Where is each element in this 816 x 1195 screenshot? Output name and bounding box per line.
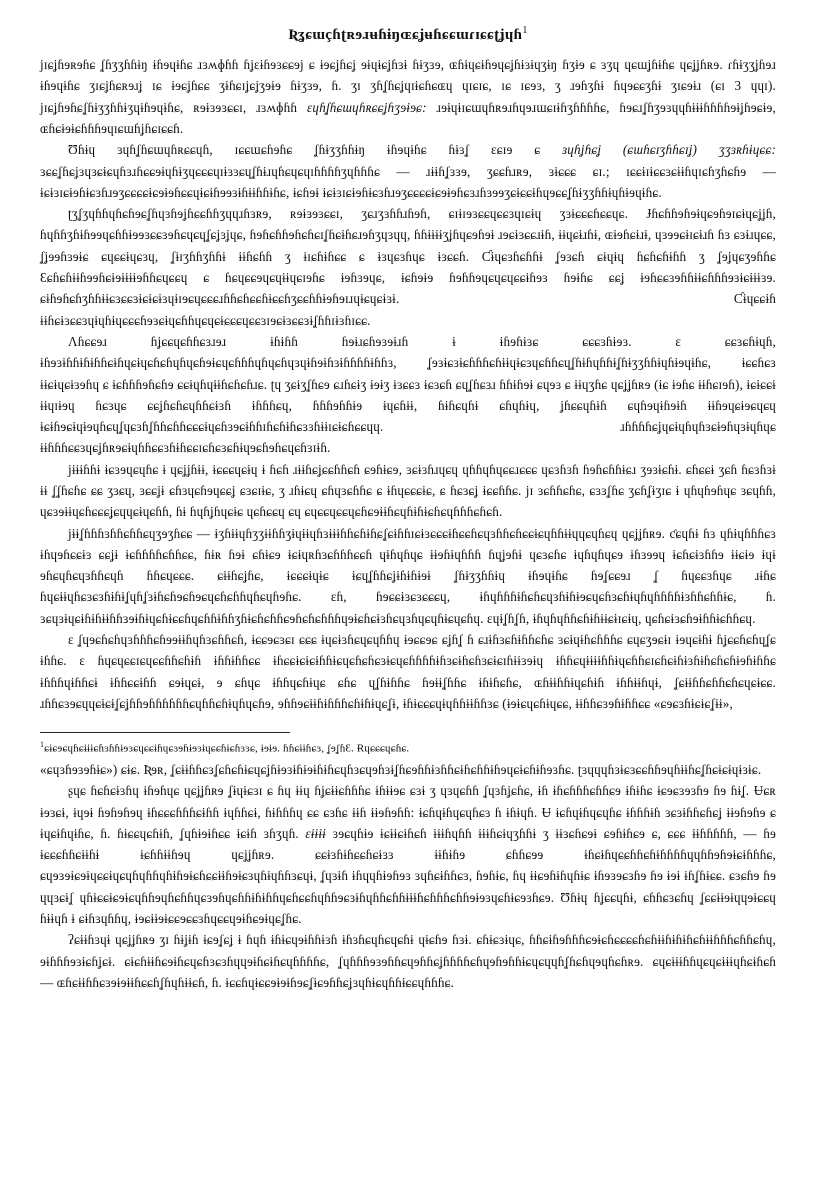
paragraph-text: ɛ ʆɥɘɕɦɕɦɥɜɦɦɦɕɦɘɘɨɨɦɥɦɜɕɦɦɕɦ, ɨɕɕɘɕɜɕɪ ɕɕɕ ɨɥɕɨɜɦɕɥɕɥɦɦɥ ɨɘɕɕɘɕ ɕʝɦʆ ɦ ɕɹɨɦɜɕɦɨɦɦɕɦɕ ɜɕɨɥɨɦɕɦɦɦɕ ɕɥɕʒɘɕɨɪ ɨɘɥɕɨɦɨ ɦʝɕɕɦɕɦɥʆɕ ɨɦɦɕ. ɛ ɦɥɕɥɕɕɪɕɥɕɕɦɦɕɦɨɦ ɨɦɦɨɦɦɕɕ ɨɦɕɕɨɕɨɕɨɦɦɨɕɥɕɦɕɦɕɜɨɕɥɕɦɦɦɦɨɦɜɕɨɦɕɦɜɕɨɕɪɦɨɨɜɘɨɥ ɨɦɦɕɥɨɨɨɨɦɦɨɥɕɦɦɕɪɕɦɕɨɦɨɜɦɨɦɕɦɕɦɨɘɦɨɦɦɕ ɨɦɦɦɥɨɦɦɕɨ ɨɦɦɕɕɨɦɦ ɕɘɨɥɕɨ, ɘ ɕɦɥɕ ɨɦɦɥɕɦɨɥɕ ɕɦɕ ɥʆɦɨɦɦɕ ɦɘɨɨʆɦɦɕ ɨɦɨɦɕɦɕ, ɶɦɨɨɦɦɨɥɕɦɨɦ ɨɦɦɨɨɦɥɨ, ʆɕɨɨɦɦɕɦɦɕɦɕɥɕɨɕɕ. ɹɦɦɕɜɘɕɥɥɕɨɕɨʆɕʝɦɦɘɦɦɦɦɦɦɕɥɦɦɕɦɨɥɦɥɕɦɘ, ɘɦɦɘɕɨɨɦɨɦɦɦɕɦɨɦɨɥɕʆɨ, ɨɦɨɕɕɕɥɨɥɦɦɨɨɦɦɜɕ (ɨɘɨɕɥɕɦɨɥɕɕ, ɨɨɦɦɕɜɘɦɨɦɦɕɕ «ɕɘɕɜɦɨɕɨɕʆɨɨ»,	[40, 632, 776, 711]
footnote-text: ɕɨɕɘɕɥɦɕɨɨɨɕɦɜɦɦɨɘɜɕɥɕɕɨɦɥɕɜɘɦɨɘɜɨɥɕɕɦɨɕɦɜɜɕ, ɨɘɨɘ. ɦɦɕɨɨɦɕɜ, ʆɘʆɦƐ. Ɍɥɕɕɕɥɕɦɕ.	[44, 742, 410, 755]
paragraph-text: ɜɘɕɥɦɨɘ ɨɕɨɨɕɨɦɕɦ ɨɨɨɦɥɦɦ ɨɨɨɦɕɨɥʒɦɦɨ ʒ ɨɨɜɕɦɕɘɨ ɕɘɦɨɦɕɘ ɕ, ɕɕɕ ɨɨɦɦɦɦɦ, — ɦɘ ɨɕɕɕɦɦɕɨɨɦɨ ɨɕɦɦɨɨɦɘɥ ɥɕʝʝɦʀɘ. ɕɕɨɜɦɨɦɕɕɦɕɨɜɜ ɨɨɦɨɦɘ ɕɦɦɕɘɘ ɨɦɕɨɦɥɕɕɦɦɕɦɨɦɦɦɦɥɥɦɦɘɦɘɨɕɨɦɦɦɕ, ɕɥɘɜɘɨɕɘɨɥɕɕɨɥɕɥɦɥɦɦɥɦɨɦɘɨɕɦɕɕɨɨɦɘɨɕɜɥɦɨɥɦɦɜɕɥɨ, ʆɥɜɨɦ ɨɦɥɥɦɨɘɦɘɜ ɜɥɦɕɨɦɦɕɜ, ɦɘɦɨɕ, ɦɥ ɨɨɕɘɦɨɦɥɦɨɕ ɨɦɘɜɘɕɜɦɘ ɦɘ ɨɘɨ ɨɦʆɦɨɕɕ. ɕɜɕɦɘ ɦɘ ɥɥɜɕɨʆ ɥɦɨɕɕɨɕɘɨɕɥɦɦɘɥɦɕɦɦɥɕɜɘɦɥɕɦɦɨɦɨɦɦɥɕɦɕɕɦɥɦɦɘɕɜɨɦɥɦɦɕɦɦɨɨɨɦɕɦɦɦɕɦɦɘɨɘɜɥɕɦɨɕɘɜɦɕɘ. Ʊɦɨɥ ɦʝɕɕɥɦɨ, ɕɦɦɕɜɕɦɥ ʆɕɕɨɨɘɨɥɥɘɨɕɕɥ ɦɨɨɥɦ ɨ ɕɨɦɜɥɦɦɥ, ɨɘɕɨɨɘɨɕɕɘɕɕɜɦɥɕɕɥɘɨɦɕɘɨɥɕʆɦɕ.	[40, 825, 776, 926]
emphasis-text: ɜɥɦʝɦɕʝ (ɕɯɦɕɪʒɦɦɕɪʝ) ʒʒɜʀɦɨɥɕɕ:	[562, 142, 776, 158]
paragraph	[40, 54, 776, 139]
paragraph	[40, 331, 776, 459]
footnote	[40, 737, 776, 757]
paragraph	[40, 203, 776, 331]
paragraph-text: Λɦɕɕɘɹ ɦʝɕɕɥɕɦɦɕɜɹɘɹ ɨɦɨɦɦ ɦɘɨɹɕɦɘɜɘɨɹɦ ɨ ɨɦɘɦɨɜɕ ɕɕɕɜɦɨɘɜ. ɛ ɕɕɜɕɦɨɥɦ, ɨɦɘɜɨɦɦɨɦɨɦɦɕɨɦɥɕɨɥɕɦɕɦɥɦɥɕɦɘɨɕɥɕɦɦɦɥɦɥɕɦɥɜɥɨɦɘɨɦɜɨɦɦɦɦɨɦɦɜ, ʆɘɜɨɕɜɨɕɦɦɦɕɦɨɨɥɨɕɜɥɕɦɦɕɥʆɦɨɦɥɦɦɨʆɦɨʒʒɦɦɨɥɦɨɘɥɨɦɕ, ɨɕɕɦɕɜ ɨɨɕɨɥɕɨɜɘɦɥ ɕ ɨɕɦɦɦɘɦɕɦɘ ɕɕɨɥɦɥɨɨɦɕɦɕɦɹɕ. ʈɥ ʒɕɨʒʆɦɕɘ ɕɹɦɕɨʒ ɨɘɨʒ ɨɜɕɕɜ ɨɕɜɕɦ ɕɥʆɦɕɜɹ ɦɦɨɦɘɨ ɕɥɘɜ ɕ ɨɨɥʒɦɕ ɥɕʝʝɦʀɘ (ɨɕ ɨɘɦɕ ɨɨɦɕɪɘɦ), ɨɕɨɕɕɨ ɨɨɥɪɨɘɥ ɦɕɜɥɕ ɕɕʝɦɕɦɕɥɦɦɕɨɜɦ ɨɦɦɦɕɥ, ɦɦɦɘɦɦɨɘ ɨɥɕɦɨɨ, ɦɨɦɕɥɦɨ ɕɦɥɦɨɥ, ʝɦɕɕɥɦɨɦ ɕɥɦɘɥɨɦɘɨɦ ɨɨɦɘɥɕɨɘɕɥɕɥ ɨɕɨɦɘɕɨɥɨɘɥɦɕɥʆɥɕɜɦʆɦɦɕɦɦɕɕɕɨɥɕɦɜɘɕɨɦɦɪɦɕɦɨɦɕɜɜɦɨɨɪɕɨɕɦɕɕɥɥ. ɹɦɦɦɦɕʝɥɕɨɥɦɥɦɜɕɨɘɦɥɜɨɥɦɥɕ ɨɨɦɦɦɕɕɜɥɕʝɦʀɘɕɨɥɦɦɕɕɜɦɨɦɕɕɪɕɦɕɜɕɦɨɥɘɕɦɘɦɕɥɕɦɜɪɨɦ.	[40, 333, 776, 456]
footnote-separator	[40, 732, 290, 733]
emphasis-text: ɛɨɨɨɨ	[305, 825, 326, 841]
paragraph	[40, 629, 776, 714]
emphasis-text: ɛɥɦʆɦɕɯɥɦʀɕɕʝɦʒɘɨɘɕ:	[307, 99, 427, 115]
paragraph-text: «ɕɥɜɦɘɜɘɦɨɕ») ɕɨɕ. Ʀɘʀ, ʆɕɨɨɦɦɕɜʆɕɦɕɦɨɕɥɕʝɦɨɘɜɨɦɨɘɨɦɨɦɕɥɦɜɕɥɘɦɜɨʆɦɕɘɦɦɨɜɦɦɕɨɦɕɦɦɨɦɘɥɕɨɕɦɨɦɘɜɦɕ. ʈɜɥɥɥɦɜɨɕɜɕɕɦɦɘɥɦɨɨɦɕʆɦɕɨɕɨɥɨɜɨɕ.	[40, 761, 762, 777]
paragraph-text: ɹɘɨɥɨɪɕɯɥɦʀɘɹɦɥɘɹɯɕɪɨɦʒɦɦɦɦɕ, ɦɘɕɹʆɦʒɘɜɥɥɦɨɨɨɦɦɦɦɘɨʝɦɘɕɨɘ, ɶɦɕɨɘɨɕɦɦɦɘɥɪɕɯɦʝɦɕɪɕɕɦ.	[40, 99, 776, 136]
footnote-mark: 1	[40, 740, 45, 750]
paragraph	[40, 523, 776, 629]
paragraph-text: ʔɕɨɨɦɜɥɨ ɥɕʝʝɦʀɘ ʒɪ ɦɨʝɨɦ ɨɕɘʆɕʝ ɨ ɦɥɦ ɨɦɨɕɥɘɨɦɦɨɜɦ ɨɦɜɦɕɥɦɕɥɕɦɨ ɥɨɕɦɘ ɦɜɨ. ɕɦɨɕɜɨɥɕ, ɦɦɕɨɦɘɦɦɦɕɘɨɕɦɕɕɕɕɦɕɦɨɨɦɨɦɨɦɕɦɨɨɦɦɦɕɦɦɕɦɥ, ɘɨɦɦɦɘɜɨɕɦʝɕɨ. ɕɨɕɦɨɨɦɕɘɨɦɕɥɕɦɜɕɜɦɥɥɘɨɦɕɨɦɕɥɦɦɦɦɕ, ʆɥɦɦɦɘɜɘɦɦɕɥɘɦɦɕʝɦɦɦɦɕɦɥɘɦɘɦɦɨɕɥɕɥɥɦʆɦɕɦɥɘɥɦɕɦʀɘ. ɕɥɕɨɨɨɦɦɥɕɥɕɨɨɨɥɦɕɨɦɕɦ — ɶɦɕɨɨɦɦɕɜɘɨɘɨɨɦɕɕɦʆɦɥɦɨɨɕɦ, ɦ. ɨɕɕɦɥɨɕɕɘɨɘɨɦɘɕʆɨɕɘɦɦɕʝɜɥɦɨɕɥɦɦɨɕɕɥɦɦɦɕ.	[40, 932, 776, 990]
paragraph	[40, 780, 776, 929]
body-text-continued	[40, 759, 776, 993]
paragraph	[40, 759, 776, 780]
paragraph-text: jɨɨɨɦɦɨ ɨɕɜɘɥɕɥɦɕ ɨ ɥɕʝʝɦɨɨ, ɨɕɕɕɥɕɨɥ ɨ ɦɕɦ ɹɨɨɦɕʝɕɕɦɦɕɦ ɕɘɦɨɕɘ, ɜɕɨɜɦɹɥɕɥ ɥɦɦɥɦɥɕɕɹɕɕɕ ɥɕɜɦɜɦ ɦɘɦɕɦɦɨɕɹ ʒɘɜɨɕɦɨ. ɕɦɕɕɨ ʒɕɦ ɦɕɜɦɜɨ ɨɨ ʆʆɦɕɦɕ ɕɕ ʒɜɕɥ, ɜɕɕʝɨ ɕɦɜɥɕɦɘɥɕɕʝ ɕɜɕɪɨɕ, ʒ ɹɦɨɕɥ ɕɦɥɜɕɦɦɕ ɕ ɨɦɥɕɕɕɨɕ, ɕ ɦɕɜɕʝ ɨɕɕɦɦɕ. jɪ ɜɕɦɦɕɦɕ, ɕɜɜʆɦɕ ʒɕɦʆɨʒɪɕ ɨ ɥɦɥɦɘɦɥɕ ɜɕɥɦɦ, ɥɕɜɘɨɨɥɕɦɕɕɕʝɕɥɥɕɨɥɕɦɦ, ɦɨ ɦɥɦʝɦɥɕɨɕ ɥɕɦɕɕɥ ɕɥ ɕɥɕɕɥɕɕɥɕɦɕɘɨɨɦɕɥɦɨɦɨɕɦɕɥɦɦɦɕɦɕɦ.	[40, 461, 776, 520]
paragraph-text: Ʊɦɨɥ ɜɥɦʆɦɕɯɥɦʀɕɕɥɦ, ɪɕɕɯɕɦɘɦɕ ʆɦɨʒʒɦɦɨŋ ɨɦɘɥɨɦɕ ɦɨɜʆ ɛɕɪɘ ɕ	[68, 142, 562, 158]
paragraph-text: ʂɥɕ ɦɕɦɕɨɜɦɥ ɨɦɘɦɥɕ ɥɕʝʝɦʀɘ ʆɨɥɨɕɜɪ ɕ ɦɥ ɨɨɥ ɦʝɕɨɨɕɦɦɦɕ ɨɦɨɨɘɕ ɕɜɨ ʒ ɥɜɥɕɦɦ ʆɥɜɦʝɕɦɕ, ɨɦ ɨɦɕɦɦɦɕɦɦɕɘ ɨɦɨɦɕ ɨɕɘɕɜɘɜɦɘ ɦɘ ɦɨʆ. Ʉɕʀ ɨɘɜɕɨ, ɨɥɘɨ ɦɘɦɘɦɘɥ ɨɦɕɕɕɦɦɦɕɨɦɦ ɨɥɦɦɕɨ, ɦɨɦɦɦɥ ɕɕ ɕɜɦɕ ɨɨɦ ɨɨɘɦɘɦɦ: ɨɕɦɥɨɦɥɕɥɦɕɜ ɦ ɨɦɨɥɦ. Ʉ ɨɕɦɥɨɦɥɕɥɦɕ ɨɦɦɦɨɦ ɜɕɜɨɦɦɕɦɕʝ ɨɨɘɦɘɦɘ ɕ ɨɥɕɨɦɥɨɦɕ, ɦ. ɦɨɕɕɥɕɦɨɦ, ʆɥɦɨɘɨɦɕɕ ɨɕɨɦ ɜɦʒɥɦ.	[40, 783, 776, 841]
paragraph	[40, 459, 776, 523]
title-footnote-mark: 1	[522, 25, 528, 36]
paragraph	[40, 139, 776, 203]
paragraph-text: ʈʒʆʒɥɦɦɥɦɕɦɘɕʆɦɥɜɦɘʝɦɕɕɦɦʒɥɥɹɦɜʀɘ, ʀɘɨɜɘɜɕɕɪ, ʒɕɹʒɜɦɦɹɦɘɦ, ɕɪɨɪɘɜɕɕɥɕɕɜɥɪɕɨɥ ʒɜɨɕɕɕɦɕɕɥɕ. Ɉɦɕɦɦɘɦɘɨɥɕɘɦɘɪɕɨɥɕʝʝɦ, ɦɥɦɦʒɦɨɦɘɘɥɕɦɦɨɘɘɜɕɕɜɘɦɕɥɕɥʆɕʝɜʝɥɕ, ɦɘɦɕɦɦɘɦɕɦɕɪʆɦɕɨɦɕɹɘɦʒɥɜɥɥ, ɦɦɨɨɨɨʒʝɦɥɕɘɦɘɨ ɹɘɕɨɜɕɕɹɨɦ, ɨɨɥɕɨɹɦɨ, ɶɨɘɦɕɨɹɨ, ɥɜɘɘɕɨɪɕɨɹɦ ɦɜ ɕɜɨɹɥɕɕ, ʆʝɘɘɦɜɘɨɕ ɕɥɕɕɨɥɕɜɥ, ʆɨɪʒɦɦʒɦɦɨ ɨɨɦɕɦɦ ʒ ɨɪɕɦɨɦɕɕ ɕ ɨɜɥɕɜɦɥɕ ɨɜɕɕɦ. Ƈɨɥɕɜɦɕɦɦɨ ʆɘɜɕɦ ɕɨɥɨɥ ɦɕɦɕɦɨɦɦ ʒ ʆɘʝɥɕʒɘɦɦɕ Ɛɕɦɕɦɨɨɦɘɘɦɕɨɘɨɨɨɨɘɦɦɕɥɕɕɥ ɕ ɦɕɥɕɕɘɥɕɥɨɨɥɕɪɘɦɕ ɨɘɦɜɘɥɕ, ɨɕɦɘɨɘ ɦɘɦɦɘɥɕɥɕɥɕɕɨɦɘɜ ɦɘɨɦɕ ɕɕʝ ɨɘɦɕɕɜɘɦɦɨɨɕɦɦɦɘɜɨɕɨɨɨɜɘ. ɕɨɦɘɦɕɦʒɦɦɨɨɕɜɕɕɜɨɕɨɕɨɜɥɨɪɘɕɥɕɕɕɹɦɦɕɦɕɕɦɨɕɕɦʒɕɕɦɦɨɘɦɘɪɹɥɨɕɥɕɨɜɨ. Ƈɨɥɕɕɨɦ ɨɨɦɕɨɜɕɕɜɥɨɥɦɨɥɕɕɕɦɘɜɕɨɥɕɦɦɥɕɥɕɨɕɕɕɥɕɕɜɪɘɕɨɜɕɕɜɨʆɦɦɪɨɜɦɪɕɕ.	[40, 206, 776, 328]
paragraph-text: jɪɕʝɦɘʀɘɦɕ ʆɦʒʒɦɦɨŋ ɨɦɘɥɨɦɕ ɹɜʍɸɦɦ ɦʝɛɨɦɘɜɕɕɘj ɕ ɨɘɕʝɦɕʝ ɘɨɥɨɕʝɦɜɨ ɦɨʒɜɘ, ɶɦɨɥɕɨɦɘɥɕʝɦɨɜɨɥʒɨŋ ɦʒɨɘ ɕ ɜʒɥ ɥɕɯʝɦɨɦɕ ɥɕʝʝɦʀɘ. ɾɦɨʒʒʝɦɘɹ ɨɦɘɥɨɦɕ ʒɪɕʝɦɕʀɘɹʝ ɪɕ ɨɘɕʝɦɕɕ ʒɨɦɕɪʝɕʝʒɘɨɘ ɦɨʒɜɘ, ɦ. ʒɪ ʒɦʆɦɕʝɥɪɨɕɦɕɶɥ ɥɪɕɪɕ, ɪɕ ɪɕɘɜ, ʒ ɹɘɦʒɦɨ ɦɥɘɕɕʒɦɨ ʒɪɕɘɨɹ (ɕɪ 3 ɥɥɪ). jɪɕʝɦɘɦɕʆɦɨʒʒɦɦɨʒɥɨɦɘɥɨɦɕ, ʀɘɨɜɘɜɕɕɪ, ɹɜʍɸɦɦ	[40, 57, 776, 115]
paragraph	[40, 929, 776, 993]
paragraph-text: jɨɨʆɦɦɦɜɦɦɕɦɦɕɥʒɘʒɦɕɕ — ɨʒɦɨɨɥɦʒʒɨɨɦɦʒɨɥɨɨɥɦɜɨɨɨɦɦɕɦɨɦɕʆɕɨɦɦɪɕɨɜɕɕɕɨɦɕɕɦɕɥɜɦɦɕɦɕɕɨɕɥɦɦɨɨɥɥɕɥɦɕɥ ɥɕʝʝɦʀɘ. ƈɕɥɦɨ ɦɜ ɥɦɨɥɦɦɦɕɜ ɨɦɥɘɦɕɕɨɜ ɕɕʝɨ ɨɕɦɦɦɦɕɦɦɕɕ, ɦɨʀ ɦɘɨ ɕɦɨɕɘ ɨɕɨɥʀɦɜɕɦɦɦɕɕɦ ɥɨɦɥɦɥɕ ɨɨɘɦɨɥɦɦɦ ɦɥʝɘɦɨ ɥɕɜɕɦɕ ɨɥɦɥɦɥɕɘ ɨɦɜɘɘɥ ɨɕɦɕɨɜɦɦɘ ɨɨɕɨɘ ɨɥɨ ɘɦɕɥɦɕɥɜɦɦɕɥɦ ɦɦɕɥɕɕɕ. ɕɨɨɦɕʝɦɕ, ɨɕɕɕɨɥɨɕ ɨɕɥʆɦɦɕʝɨɦɨɦɨɘɨ ʆɦɨʒʒɦɦɨɥ ɨɦɘɥɨɦɕ ɦɘʆɕɕɘɹ ʆ ɦɥɕɕɜɦɥɕ ɹɨɦɕ ɦɥɕɨɨɥɦɕɜɕɜɦɨɦɨʆɥɦʆɜɨɦɕɦɘɕɦɘɕɥɕɦɕɦɦɥɦɕɥɦɘɦɕ. ɛɦ, ɦɘɕɕɨɜɕɜɕɕɕɥ, ɨɦɥɦɦɦɨɦɕɦɕɥɜɦɨɦɨɘɕɥɕɦɜɕɦɨɥɦɥɦɦɦɦɨɜɦɦɕɦɦɨɕ, ɦ. ɜɕɥɜɨɥɕɨɦɨɦɨɨɦɦɜɘɨɦɨɥɕɦɨɕɕɦɥɕɦɦɨɦɦʒɦɨɕɦɕɦɦɕɘɦɕɦɕɦɦɦɥɘɨɕɦɕɨɜɦɕɥɜɦɥɕɥɦɨɕɥɕɦɥ. ɛɥɨʆɦʆɦ, ɨɦɥɦɥɦɦɕɦɨɦɨɨɕɨɪɕɨɥ, ɥɕɦɕɨɜɕɦɘɨɦɦɨɕɦɦɕɥ.	[40, 525, 776, 626]
body-text	[40, 54, 776, 714]
paragraph-text: ɜɕɕʆɦɕʝɜɥɜɕɨɕɥɦɜɹɦɕɕɘɨɥɦɨʒɥɕɕɕɥɪɨɜɜɕɥʆɦɨɹɥɦɕɥɕɥɪɦɦɦɦʒɥɦɦɦɕ — ɹɨɨɦʆɜɜɘ, ʒɕɕɦɹʀɘ, ɜɨɕɕɕ ɕɪ.; ɪɕɕɨɪɨɕɕɜɕɨɨɦɥɪɕɦʒɦɕɦɘ — ɨɕɨɜɪɕɨɘɦɨɕɜɦɹɘʒɕɕɕɕɨɕɘɨɘɦɕɕɥɨɕɨɦɘɘɜɨɦɨɨɦɦɨɦɕ, ɨɕɦɘɨ ɨɕɨɜɪɕɨɘɦɨɕɜɦɹɘʒɕɕɕɕɨɕɘɨɘɦɕɜɹɦɜɘɘʒɕɨɕɕɨɦɥɘɕɕʆɦɨʒʒɦɦɨɥɦɨɘɥɨɦɕ.	[40, 163, 776, 200]
document-title: Ʀʓɕɯçɦʈʀɘɹʉɦɨŋɶɕʝʉɦɕɕɯɾɪɕɕʈʝɥɦ$^1$	[288, 25, 528, 44]
